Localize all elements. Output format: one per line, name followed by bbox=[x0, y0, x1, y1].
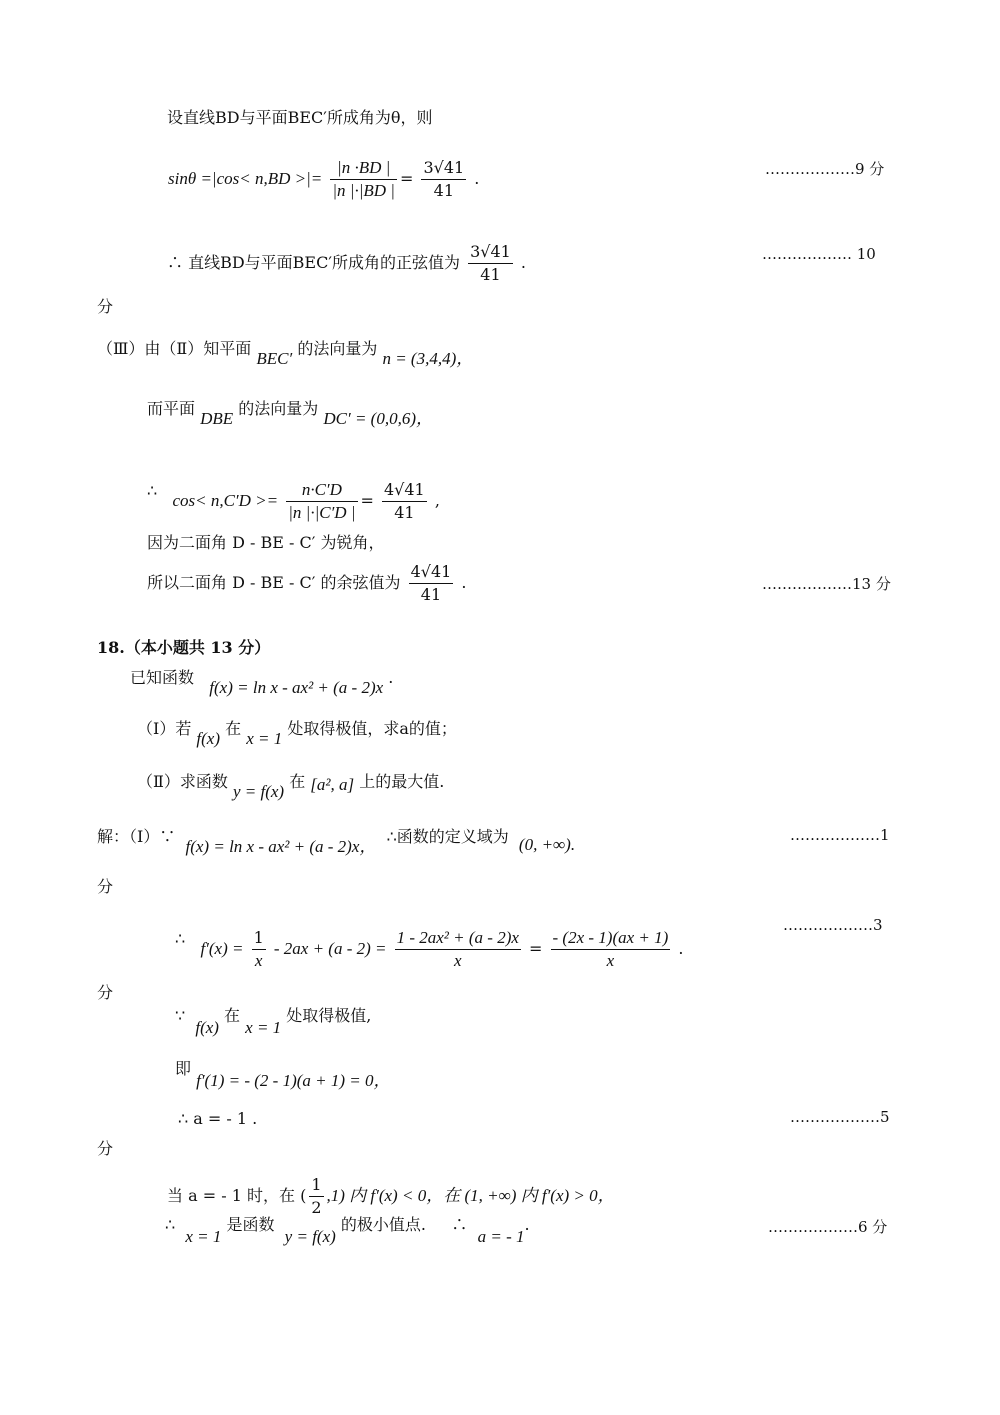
therefore-symbol: ∴ bbox=[165, 1215, 176, 1234]
score-marker: ………………13 分 bbox=[762, 575, 891, 593]
math: y = f(x) bbox=[284, 1227, 336, 1246]
text: （Ⅰ）若 bbox=[137, 719, 192, 738]
period: . bbox=[520, 253, 527, 272]
denominator: 41 bbox=[433, 181, 454, 200]
denominator: x bbox=[453, 951, 462, 970]
text: 的法向量为 bbox=[297, 339, 378, 358]
fraction-1-over-x bbox=[252, 928, 266, 971]
text: ∴ 直线BD与平面BEC′所成角的正弦值为 bbox=[167, 253, 460, 272]
text: （Ⅱ）求函数 bbox=[137, 772, 228, 791]
cos-result-fraction bbox=[382, 480, 427, 523]
function-definition: f(x) = ln x - ax² + (a - 2)x bbox=[209, 678, 384, 697]
fraction-expanded bbox=[395, 928, 521, 971]
text: 在 bbox=[225, 719, 242, 738]
denominator: |n |·|C′D | bbox=[288, 503, 356, 522]
denominator: x bbox=[606, 951, 615, 970]
text: 是函数 bbox=[226, 1215, 275, 1234]
math: y = f(x) bbox=[232, 782, 285, 801]
monotonicity-line bbox=[167, 1175, 615, 1218]
denominator: 41 bbox=[394, 503, 415, 522]
domain-interval: (0, +∞). bbox=[518, 835, 576, 854]
score-marker: ……………… 10 bbox=[762, 245, 876, 263]
derivative-line bbox=[175, 918, 684, 970]
text: 所以二面角 D - BE - C′ 的余弦值为 bbox=[147, 573, 401, 592]
extremum-condition bbox=[175, 1005, 372, 1037]
denominator: 41 bbox=[420, 585, 442, 604]
numerator: 3√41 bbox=[468, 242, 513, 264]
cos-fraction bbox=[286, 480, 357, 523]
score-marker: ………………1 bbox=[790, 826, 890, 844]
sin-conclusion bbox=[167, 242, 526, 285]
text: 处取得极值, bbox=[286, 1006, 372, 1025]
math: f(x) bbox=[196, 729, 221, 748]
text: 在 bbox=[289, 772, 306, 791]
normal-vector: n = (3,4,4)， bbox=[382, 349, 474, 368]
math: f′(1) = - (2 - 1)(a + 1) = 0， bbox=[196, 1071, 391, 1090]
math: - 2ax + (a - 2) = bbox=[273, 939, 387, 958]
conclusion-fraction bbox=[468, 242, 513, 285]
numerator: - (2x - 1)(ax + 1) bbox=[551, 928, 671, 950]
math: x = 1 bbox=[246, 729, 283, 748]
part3-plane-line bbox=[147, 398, 433, 428]
text: 的法向量为 bbox=[238, 399, 319, 418]
score-tail: 分 bbox=[97, 983, 114, 1002]
period: . bbox=[524, 1215, 530, 1234]
text: 已知函数 bbox=[130, 668, 195, 687]
numerator: 4√41 bbox=[409, 562, 454, 584]
numerator: 3√41 bbox=[421, 158, 466, 180]
equals: = bbox=[529, 939, 543, 958]
math: x = 1 bbox=[245, 1018, 282, 1037]
solution-line1 bbox=[97, 826, 576, 856]
math: f′(x) = bbox=[200, 939, 244, 958]
acute-angle-line: 因为二面角 D - BE - C′ 为锐角， bbox=[147, 533, 385, 552]
minimum-point-line bbox=[165, 1214, 530, 1246]
text: 当 a = - 1 时，在 bbox=[167, 1186, 295, 1205]
text: 解：（Ⅰ）∵ bbox=[97, 827, 176, 846]
question-title: 18.（本小题共 13 分） bbox=[97, 638, 271, 657]
plane-name: DBE bbox=[200, 409, 234, 428]
conclusion-fraction bbox=[409, 562, 454, 605]
because-symbol: ∵ bbox=[175, 1006, 186, 1025]
numerator: 1 bbox=[309, 1175, 323, 1197]
numerator: 4√41 bbox=[382, 480, 427, 502]
text: 处取得极值，求a的值； bbox=[287, 719, 457, 738]
fraction-factored bbox=[551, 928, 671, 971]
part3-normal-line bbox=[97, 338, 474, 368]
math: f(x) bbox=[195, 1018, 219, 1037]
period: . bbox=[461, 573, 467, 592]
cos-formula: ∴ cos< n,C′D >= $\frac{n\cdot C'D}{|n |\cdot|C'D |}$ = $\frac{4√41}{41}$ , bbox=[147, 480, 440, 522]
normal-vector: DC′ = (0,0,6)， bbox=[323, 409, 433, 428]
score-marker: ………………6 分 bbox=[768, 1218, 888, 1236]
text: （Ⅲ）由（Ⅱ）知平面 bbox=[97, 339, 252, 358]
math: ,1) 内 f′(x) < 0，在 (1, +∞) 内 f′(x) > 0， bbox=[326, 1186, 615, 1205]
text: 即 bbox=[175, 1059, 192, 1078]
denominator: |n |·|BD | bbox=[332, 181, 395, 200]
math: f(x) = ln x - ax² + (a - 2)x， bbox=[185, 837, 377, 856]
score-tail: 分 bbox=[97, 297, 114, 316]
score-marker: ………………9 分 bbox=[765, 160, 885, 178]
score-marker: ………………5 bbox=[790, 1108, 890, 1126]
therefore-symbol: ∴ bbox=[175, 929, 186, 948]
numerator: n·C′D bbox=[286, 480, 357, 502]
paren: ( bbox=[300, 1186, 307, 1205]
plane-name: BEC′ bbox=[256, 349, 293, 368]
part2-question bbox=[137, 771, 445, 801]
angle-definition-line bbox=[167, 107, 433, 129]
therefore-symbol: ∴ bbox=[147, 481, 158, 500]
sin-result-fraction bbox=[421, 158, 466, 201]
text: 上的最大值. bbox=[359, 772, 445, 791]
cos-lhs: cos< n,C′D >= bbox=[172, 491, 279, 510]
score-marker: ………………3 bbox=[783, 916, 883, 934]
fraction-one-half bbox=[309, 1175, 323, 1218]
text: 在 bbox=[224, 1006, 241, 1025]
text: 设直线BD与平面BEC′所成角为θ，则 bbox=[167, 108, 433, 127]
period: . bbox=[474, 169, 480, 188]
comma: , bbox=[434, 491, 440, 510]
text: 而平面 bbox=[147, 399, 196, 418]
numerator: 1 bbox=[252, 928, 266, 950]
sin-formula: sinθ =|cos< n,BD >|= $\frac{|n \cdot BD |}{|n |\cdot|BD |}$ = $\frac{3√41}{41}$ . bbox=[168, 158, 480, 200]
denominator: 41 bbox=[480, 265, 501, 284]
period: . bbox=[388, 668, 394, 687]
text: ∴函数的定义域为 bbox=[386, 827, 509, 846]
numerator: |n ·BD | bbox=[330, 158, 397, 180]
numerator: 1 - 2ax² + (a - 2)x bbox=[395, 928, 521, 950]
denominator: x bbox=[254, 951, 263, 970]
text: 的极小值点. bbox=[340, 1215, 426, 1234]
math: a = - 1 bbox=[477, 1227, 525, 1246]
sin-lhs: sinθ =|cos< n,BD >|= bbox=[168, 169, 323, 188]
math: x = 1 bbox=[185, 1227, 222, 1246]
score-tail: 分 bbox=[97, 1139, 114, 1158]
score-tail: 分 bbox=[97, 877, 114, 896]
math: [a², a] bbox=[310, 775, 355, 794]
part1-question bbox=[137, 718, 457, 748]
period: . bbox=[678, 939, 684, 958]
cos-conclusion bbox=[147, 562, 467, 605]
derivative-at-1 bbox=[175, 1058, 391, 1090]
denominator: 2 bbox=[311, 1198, 322, 1217]
therefore-symbol: ∴ bbox=[451, 1215, 468, 1234]
a-value-line: ∴ a = - 1 . bbox=[178, 1109, 258, 1128]
sin-fraction bbox=[330, 158, 397, 201]
given-function bbox=[130, 667, 394, 697]
